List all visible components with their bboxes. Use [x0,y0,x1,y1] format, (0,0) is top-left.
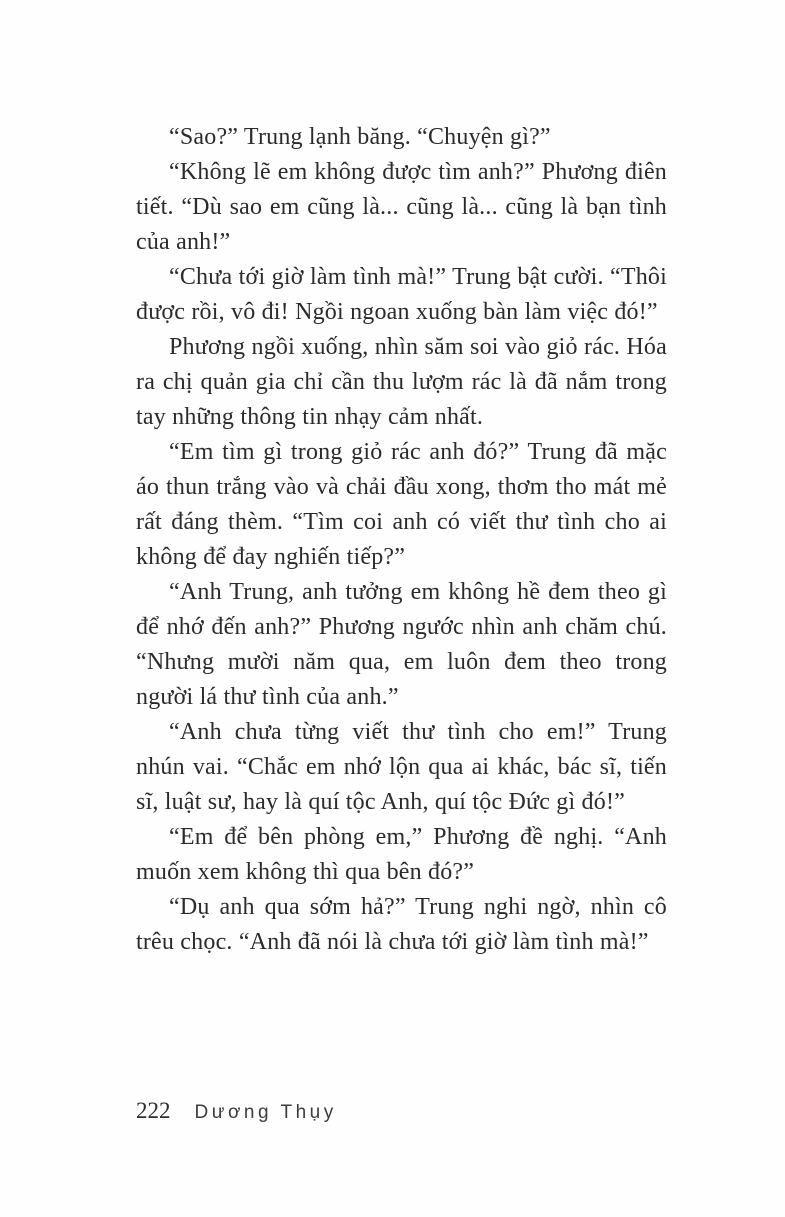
author-name: Dương Thụy [194,1102,337,1123]
paragraph: “Sao?” Trung lạnh băng. “Chuyện gì?” [169,124,551,150]
page-number: 222 [136,1098,171,1123]
paragraph: “Dụ anh qua sớm hả?” Trung nghi ngờ, nhìn cô trêu chọc. “Anh đã nói là chưa tới giờ làm tình mà!” [136,894,667,955]
paragraph: “Không lẽ em không được tìm anh?” Phương điên tiết. “Dù sao em cũng là... cũng là... cũng là bạn tình của anh!” [136,159,667,255]
paragraph: “Em tìm gì trong giỏ rác anh đó?” Trung đã mặc áo thun trắng vào và chải đầu xong, thơm tho mát mẻ rất đáng thèm. “Tìm coi anh có viết thư tình cho ai không để đay nghiến tiếp?” [136,439,667,570]
text-column [136,120,667,960]
page-footer [136,1098,337,1124]
paragraph: Phương ngồi xuống, nhìn săm soi vào giỏ rác. Hóa ra chị quản gia chỉ cần thu lượm rác là đã nắm trong tay những thông tin nhạy cảm nhất. [136,334,667,430]
paragraph: “Em để bên phòng em,” Phương đề nghị. “Anh muốn xem không thì qua bên đó?” [136,824,667,885]
paragraph: “Chưa tới giờ làm tình mà!” Trung bật cười. “Thôi được rồi, vô đi! Ngồi ngoan xuống bàn làm việc đó!” [136,264,667,325]
paragraph: “Anh chưa từng viết thư tình cho em!” Trung nhún vai. “Chắc em nhớ lộn qua ai khác, bác sĩ, tiến sĩ, luật sư, hay là quí tộc Anh, quí tộc Đức gì đó!” [136,719,667,815]
paragraph: “Anh Trung, anh tưởng em không hề đem theo gì để nhớ đến anh?” Phương ngước nhìn anh chăm chú. “Nhưng mười năm qua, em luôn đem theo trong người lá thư tình của anh.” [136,579,667,710]
